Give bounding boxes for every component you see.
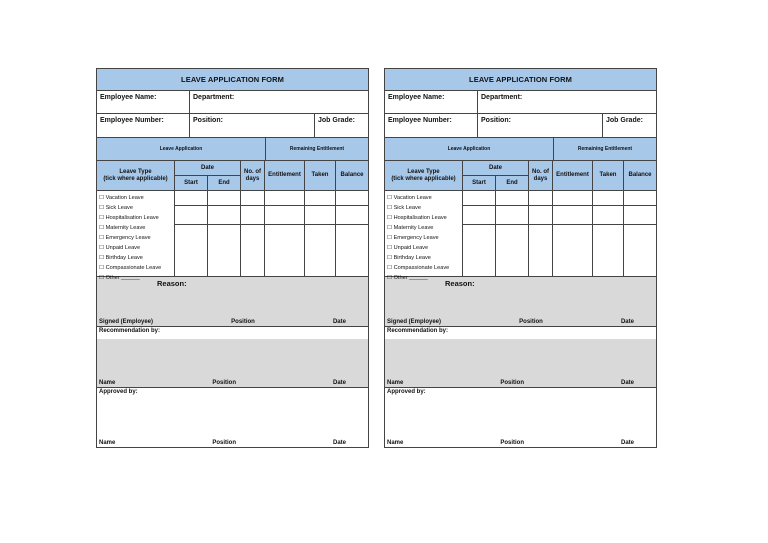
col-entitlement: Entitlement	[553, 161, 593, 190]
position-label: Position	[500, 380, 524, 387]
leave-type-label: Leave Type	[119, 168, 152, 175]
date-label: Date	[620, 380, 634, 387]
reason-label: Reason:	[445, 279, 475, 288]
days-label: days	[245, 175, 260, 182]
start-label: Start	[463, 176, 496, 190]
days-cells[interactable]	[241, 191, 265, 276]
entitlement-cells[interactable]	[553, 191, 593, 276]
col-leave-type	[385, 161, 463, 190]
recommendation-field[interactable]	[97, 339, 368, 375]
approval-field[interactable]	[97, 400, 368, 435]
reason-field[interactable]	[97, 277, 368, 314]
col-entitlement: Entitlement	[265, 161, 305, 190]
employee-name-field[interactable]: Employee Name:	[97, 91, 190, 113]
leave-type-checkbox[interactable]: ☐ Birthday Leave	[387, 255, 431, 261]
leave-type-checkbox[interactable]: ☐ Emergency Leave	[99, 235, 151, 241]
employee-number-field[interactable]: Employee Number:	[97, 114, 190, 137]
recommender-signature-line	[97, 375, 368, 388]
name-label: Name	[99, 440, 116, 447]
leave-type-sublabel: (tick where applicable)	[391, 175, 456, 182]
days-label: days	[533, 175, 548, 182]
balance-cells[interactable]	[336, 191, 368, 276]
leave-type-checkbox[interactable]: ☐ Birthday Leave	[99, 255, 143, 261]
employee-signature-line	[385, 314, 656, 327]
leave-type-checkbox[interactable]: ☐ Maternity Leave	[387, 225, 434, 231]
name-label: Name	[387, 380, 404, 387]
leave-type-checkbox[interactable]: ☐ Compassionate Leave	[99, 265, 162, 271]
leave-type-checkbox[interactable]: ☐ Unpaid Leave	[387, 245, 429, 251]
position-label: Position	[212, 380, 236, 387]
position-label: Position	[231, 319, 255, 326]
col-date	[463, 161, 529, 190]
leave-type-checkbox[interactable]: ☐ Hospitalisation Leave	[387, 215, 447, 221]
position-label: Position	[519, 319, 543, 326]
approved-label: Approved by:	[99, 389, 138, 395]
col-no-of-days	[241, 161, 265, 190]
form-title: LEAVE APPLICATION FORM	[97, 69, 368, 91]
col-date	[175, 161, 241, 190]
form-title: LEAVE APPLICATION FORM	[385, 69, 656, 91]
position-field[interactable]: Position:	[190, 114, 315, 137]
leave-form-left	[96, 68, 369, 448]
col-no-of-days	[529, 161, 553, 190]
no-of-label: No. of	[244, 168, 261, 175]
employee-signature-line	[97, 314, 368, 327]
end-cells[interactable]	[208, 191, 241, 276]
end-label: End	[218, 180, 230, 186]
leave-type-checkbox[interactable]: ☐ Other ______	[99, 275, 140, 281]
leave-type-checkbox[interactable]: ☐ Sick Leave	[99, 205, 133, 211]
approved-label: Approved by:	[387, 389, 426, 395]
date-label: Date	[332, 440, 346, 447]
recommendation-label: Recommendation by:	[387, 328, 449, 334]
section-leave-application: Leave Application	[97, 138, 266, 160]
start-cells[interactable]	[175, 191, 208, 276]
col-balance: Balance	[340, 172, 364, 179]
recommender-signature-line	[385, 375, 656, 388]
date-label: Date	[463, 161, 528, 176]
department-field[interactable]: Department:	[193, 94, 235, 101]
leave-type-checkbox[interactable]: ☐ Hospitalisation Leave	[99, 215, 159, 221]
date-label: Date	[332, 380, 346, 387]
employee-name-field[interactable]: Employee Name:	[385, 91, 478, 113]
signed-employee-label: Signed (Employee)	[387, 319, 442, 326]
leave-type-checkbox[interactable]: ☐ Vacation Leave	[387, 195, 432, 201]
start-label: Start	[175, 176, 208, 190]
position-label: Position	[500, 440, 524, 447]
date-label: Date	[620, 319, 634, 326]
days-cells[interactable]	[529, 191, 553, 276]
col-taken: Taken	[305, 161, 336, 190]
position-field[interactable]: Position:	[478, 114, 603, 137]
reason-field[interactable]	[385, 277, 656, 314]
department-field[interactable]: Department:	[481, 94, 523, 101]
leave-type-sublabel: (tick where applicable)	[103, 175, 168, 182]
signed-employee-label: Signed (Employee)	[99, 319, 154, 326]
leave-form-right	[384, 68, 657, 448]
date-label: Date	[620, 440, 634, 447]
recommendation-label: Recommendation by:	[99, 328, 161, 334]
section-remaining-entitlement: Remaining Entitlement	[577, 146, 633, 152]
reason-label: Reason:	[157, 279, 187, 288]
section-remaining-entitlement: Remaining Entitlement	[289, 146, 345, 152]
name-label: Name	[387, 440, 404, 447]
section-leave-application: Leave Application	[385, 138, 554, 160]
end-cells[interactable]	[496, 191, 529, 276]
leave-type-checkbox[interactable]: ☐ Compassionate Leave	[387, 265, 450, 271]
col-leave-type	[97, 161, 175, 190]
employee-number-field[interactable]: Employee Number:	[385, 114, 478, 137]
leave-type-checkbox[interactable]: ☐ Sick Leave	[387, 205, 421, 211]
date-label: Date	[175, 161, 240, 176]
entitlement-cells[interactable]	[265, 191, 305, 276]
leave-type-checkbox[interactable]: ☐ Unpaid Leave	[99, 245, 141, 251]
approver-signature-line	[97, 435, 368, 447]
approval-field[interactable]	[385, 400, 656, 435]
job-grade-field[interactable]: Job Grade:	[606, 117, 643, 124]
taken-cells[interactable]	[305, 191, 336, 276]
leave-type-list	[97, 191, 175, 281]
leave-type-checkbox[interactable]: ☐ Maternity Leave	[99, 225, 146, 231]
leave-type-checkbox[interactable]: ☐ Emergency Leave	[387, 235, 439, 241]
col-balance: Balance	[628, 172, 652, 179]
leave-type-list	[385, 191, 463, 281]
date-label: Date	[332, 319, 346, 326]
taken-cells[interactable]	[593, 191, 624, 276]
start-cells[interactable]	[463, 191, 496, 276]
recommendation-field[interactable]	[385, 339, 656, 375]
leave-type-checkbox[interactable]: ☐ Other ______	[387, 275, 428, 281]
approver-signature-line	[385, 435, 656, 447]
leave-type-label: Leave Type	[407, 168, 440, 175]
col-taken: Taken	[593, 161, 624, 190]
position-label: Position	[212, 440, 236, 447]
leave-type-checkbox[interactable]: ☐ Vacation Leave	[99, 195, 144, 201]
name-label: Name	[99, 380, 116, 387]
no-of-label: No. of	[532, 168, 549, 175]
balance-cells[interactable]	[624, 191, 656, 276]
end-label: End	[506, 180, 518, 186]
job-grade-field[interactable]: Job Grade:	[318, 117, 355, 124]
